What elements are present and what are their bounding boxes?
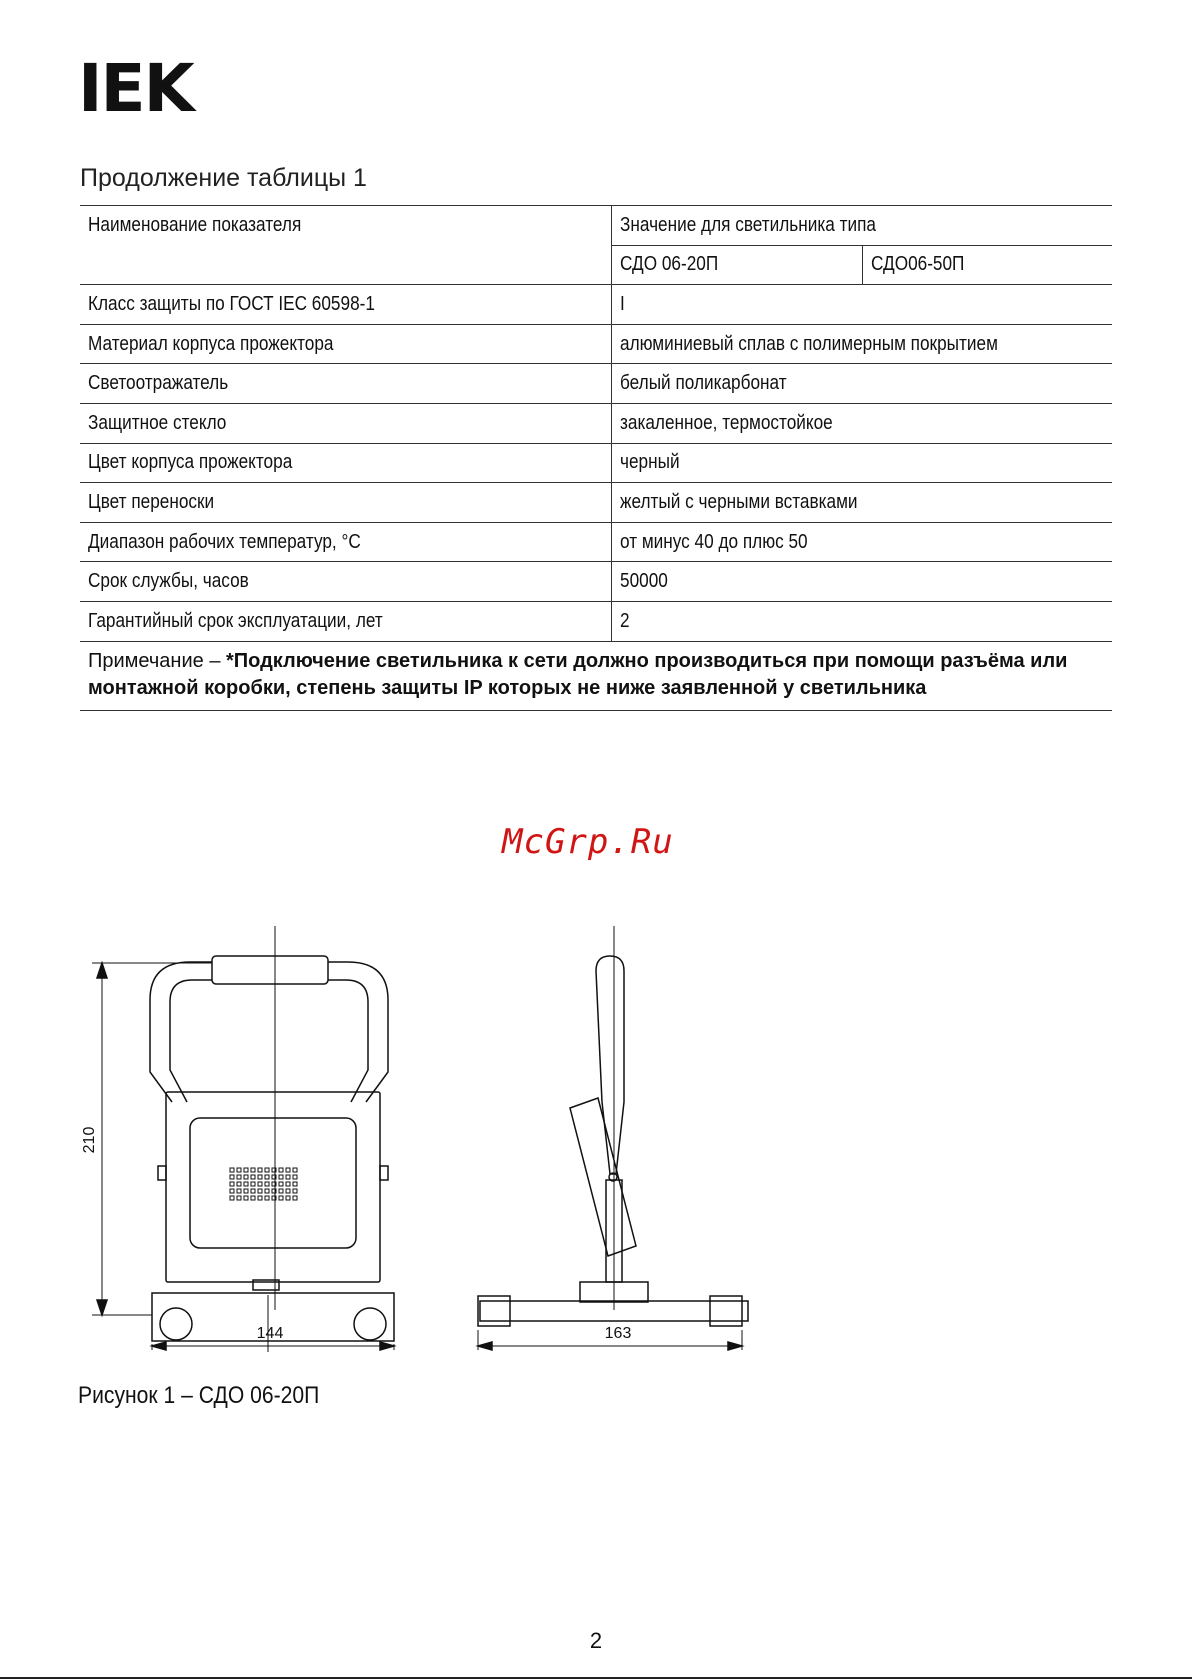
row-name-cell: Светоотражатель (80, 364, 611, 404)
row-name-cell: Защитное стекло (80, 403, 611, 443)
table-row (80, 522, 1112, 562)
table-row (80, 562, 1112, 602)
table-caption: Продолжение таблицы 1 (80, 164, 367, 192)
row-name-cell: Срок службы, часов (80, 562, 611, 602)
led-cell (237, 1175, 241, 1179)
led-cell (244, 1175, 248, 1179)
led-cell (237, 1182, 241, 1186)
technical-drawing (70, 920, 770, 1360)
table-note-row (80, 641, 1112, 710)
header-value-group-cell: Значение для светильника типа (611, 206, 1112, 246)
header-model-cell: СДО06-50П (862, 245, 1112, 285)
led-cell (237, 1189, 241, 1193)
row-value-cell: 50000 (611, 562, 1112, 602)
led-cell (258, 1189, 262, 1193)
led-cell (251, 1182, 255, 1186)
led-cell (251, 1168, 255, 1172)
table-row (80, 324, 1112, 364)
table-row (80, 403, 1112, 443)
led-cell (244, 1182, 248, 1186)
led-cell (258, 1196, 262, 1200)
led-array (230, 1168, 297, 1200)
led-cell (286, 1189, 290, 1193)
led-cell (258, 1182, 262, 1186)
row-value-cell: от минус 40 до плюс 50 (611, 522, 1112, 562)
led-cell (258, 1168, 262, 1172)
led-cell (230, 1175, 234, 1179)
row-name-cell: Класс защиты по ГОСТ IEC 60598-1 (80, 285, 611, 325)
led-cell (230, 1168, 234, 1172)
led-cell (265, 1168, 269, 1172)
led-cell (286, 1168, 290, 1172)
led-cell (230, 1189, 234, 1193)
front-width-dimension-label: 144 (256, 1325, 284, 1342)
row-value-cell: черный (611, 443, 1112, 483)
iek-logo: IEK (78, 50, 193, 127)
led-cell (279, 1168, 283, 1172)
led-cell (244, 1196, 248, 1200)
led-cell (230, 1196, 234, 1200)
led-cell (244, 1168, 248, 1172)
note-label: Примечание – (88, 649, 226, 672)
figure-caption: Рисунок 1 – СДО 06-20П (78, 1382, 320, 1409)
led-cell (293, 1182, 297, 1186)
height-dimension-label: 210 (81, 1126, 98, 1154)
led-cell (293, 1168, 297, 1172)
led-cell (258, 1175, 262, 1179)
front-view (92, 926, 394, 1352)
led-cell (279, 1189, 283, 1193)
table-row (80, 285, 1112, 325)
led-cell (293, 1175, 297, 1179)
row-name-cell: Материал корпуса прожектора (80, 324, 611, 364)
row-name-cell: Цвет корпуса прожектора (80, 443, 611, 483)
row-name-cell: Гарантийный срок эксплуатации, лет (80, 601, 611, 641)
header-name-cell: Наименование показателя (80, 206, 611, 285)
led-cell (265, 1189, 269, 1193)
table-header-row (80, 206, 1112, 246)
row-value-cell: закаленное, термостойкое (611, 403, 1112, 443)
led-cell (286, 1175, 290, 1179)
led-cell (265, 1175, 269, 1179)
led-cell (279, 1175, 283, 1179)
row-value-cell: алюминиевый сплав с полимерным покрытием (611, 324, 1112, 364)
led-cell (279, 1182, 283, 1186)
led-cell (265, 1182, 269, 1186)
led-cell (237, 1168, 241, 1172)
page-number: 2 (589, 1628, 603, 1653)
led-cell (265, 1196, 269, 1200)
table-row (80, 601, 1112, 641)
row-name-cell: Цвет переноски (80, 483, 611, 523)
table-row (80, 443, 1112, 483)
row-value-cell: 2 (611, 601, 1112, 641)
led-cell (237, 1196, 241, 1200)
led-cell (286, 1196, 290, 1200)
table-row (80, 364, 1112, 404)
watermark: McGrp.Ru (502, 822, 674, 862)
table-note (80, 641, 1112, 710)
led-cell (286, 1182, 290, 1186)
row-value-cell: желтый с черными вставками (611, 483, 1112, 523)
led-cell (293, 1189, 297, 1193)
table-row (80, 483, 1112, 523)
row-value-cell: белый поликарбонат (611, 364, 1112, 404)
led-cell (251, 1189, 255, 1193)
led-cell (244, 1189, 248, 1193)
row-value-cell: I (611, 285, 1112, 325)
led-cell (279, 1196, 283, 1200)
led-cell (251, 1175, 255, 1179)
row-name-cell: Диапазон рабочих температур, °С (80, 522, 611, 562)
led-cell (293, 1196, 297, 1200)
side-view (478, 926, 748, 1350)
header-model-cell: СДО 06-20П (611, 245, 862, 285)
note-text: *Подключение светильника к сети должно производиться при помощи разъёма или монтажной коробки, степень защиты IP которых не ниже заявленной у светильника (88, 649, 1068, 699)
spec-table (80, 205, 1112, 711)
led-cell (251, 1196, 255, 1200)
led-cell (230, 1182, 234, 1186)
side-width-dimension-label: 163 (604, 1325, 632, 1342)
